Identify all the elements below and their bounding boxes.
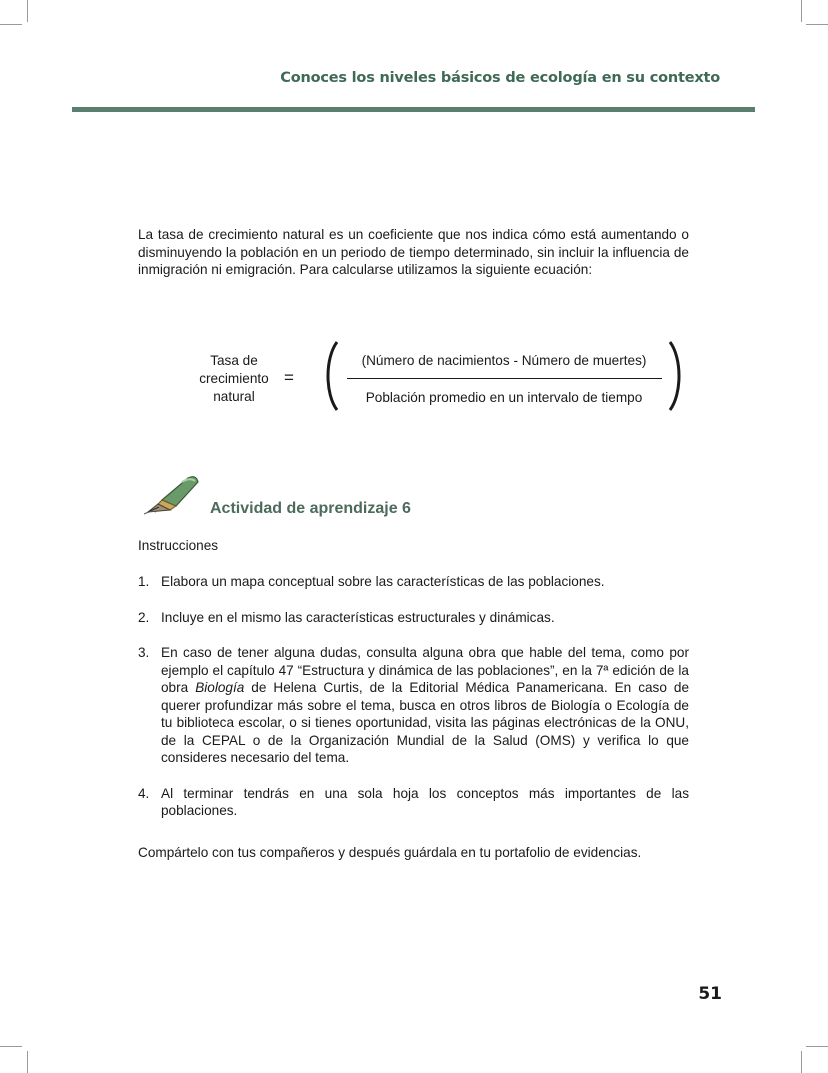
left-paren [323,340,339,412]
list-item [138,609,689,627]
step-number: 4. [138,785,150,801]
growth-rate-equation [180,340,700,418]
crop-mark [801,1051,802,1073]
crop-mark [27,1051,28,1073]
intro-paragraph: La tasa de crecimiento natural es un coeficiente que nos indica cómo está aumentando o disminuyendo la población en un periodo de tiempo determinado, sin incluir la influencia de inmigración ni emigración. Para calcularse utilizamos la siguiente ecuación: [138,227,689,277]
book-title: Biología [195,680,245,695]
step-text: Al terminar tendrás en una sola hoja los conceptos más importantes de las poblaciones. [161,785,689,818]
instructions-label: Instrucciones [138,538,219,553]
step-number: 2. [138,609,150,625]
pen-icon [142,470,200,516]
instruction-list [138,573,689,838]
step-text-part: de Helena Curtis, de la Editorial Médica Panamericana. En caso de querer profundizar más sobre el tema, busca en otros libros de Biología o Ecología de tu biblioteca escolar, o si tienes oportunidad, visita las páginas electrónicas de la ONU, de la CEPAL o de la Organización Mundial de la Salud (OMS) y verifica lo que consideres necesario del tema. [161,680,690,765]
lhs-line: natural [213,389,255,404]
step-text: Incluye en el mismo las características estructurales y dinámicas. [161,609,555,625]
equation-numerator: (Número de nacimientos - Número de muertes) [361,353,647,368]
list-item [138,644,689,767]
crop-mark [0,24,22,25]
step-number: 3. [138,645,150,660]
crop-mark [806,1046,828,1047]
closing-paragraph: Compártelo con tus compañeros y después guárdala en tu portafolio de evidencias. [138,845,642,860]
list-item [138,573,689,591]
step-text: Elabora un mapa conceptual sobre las características de las poblaciones. [161,574,605,589]
step-text-part: En caso de tener alguna dudas, consulta alguna obra que hable del tema, como por ejemplo el capítulo 47 “Estructura y dinámica de las poblaciones”, en la 7ª edición de la obra [161,645,689,695]
equals-sign: = [284,368,294,387]
running-header-title: Conoces los niveles básicos de ecología en su contexto [280,70,720,86]
fraction-bar [347,378,662,379]
crop-mark [0,1046,22,1047]
equation-denominator: Población promedio en un intervalo de tiempo [365,390,643,405]
page-number: 51 [698,984,722,1004]
right-paren [668,340,684,412]
step-number: 1. [138,574,150,589]
lhs-line: crecimiento [199,371,269,386]
activity-title: Actividad de aprendizaje 6 [210,500,411,517]
lhs-line: Tasa de [210,353,258,368]
crop-mark [806,24,828,25]
header-rule [72,107,755,112]
list-item [138,785,689,820]
step-text [161,645,689,765]
crop-mark [801,0,802,22]
equation-lhs [180,352,288,406]
crop-mark [27,0,28,22]
